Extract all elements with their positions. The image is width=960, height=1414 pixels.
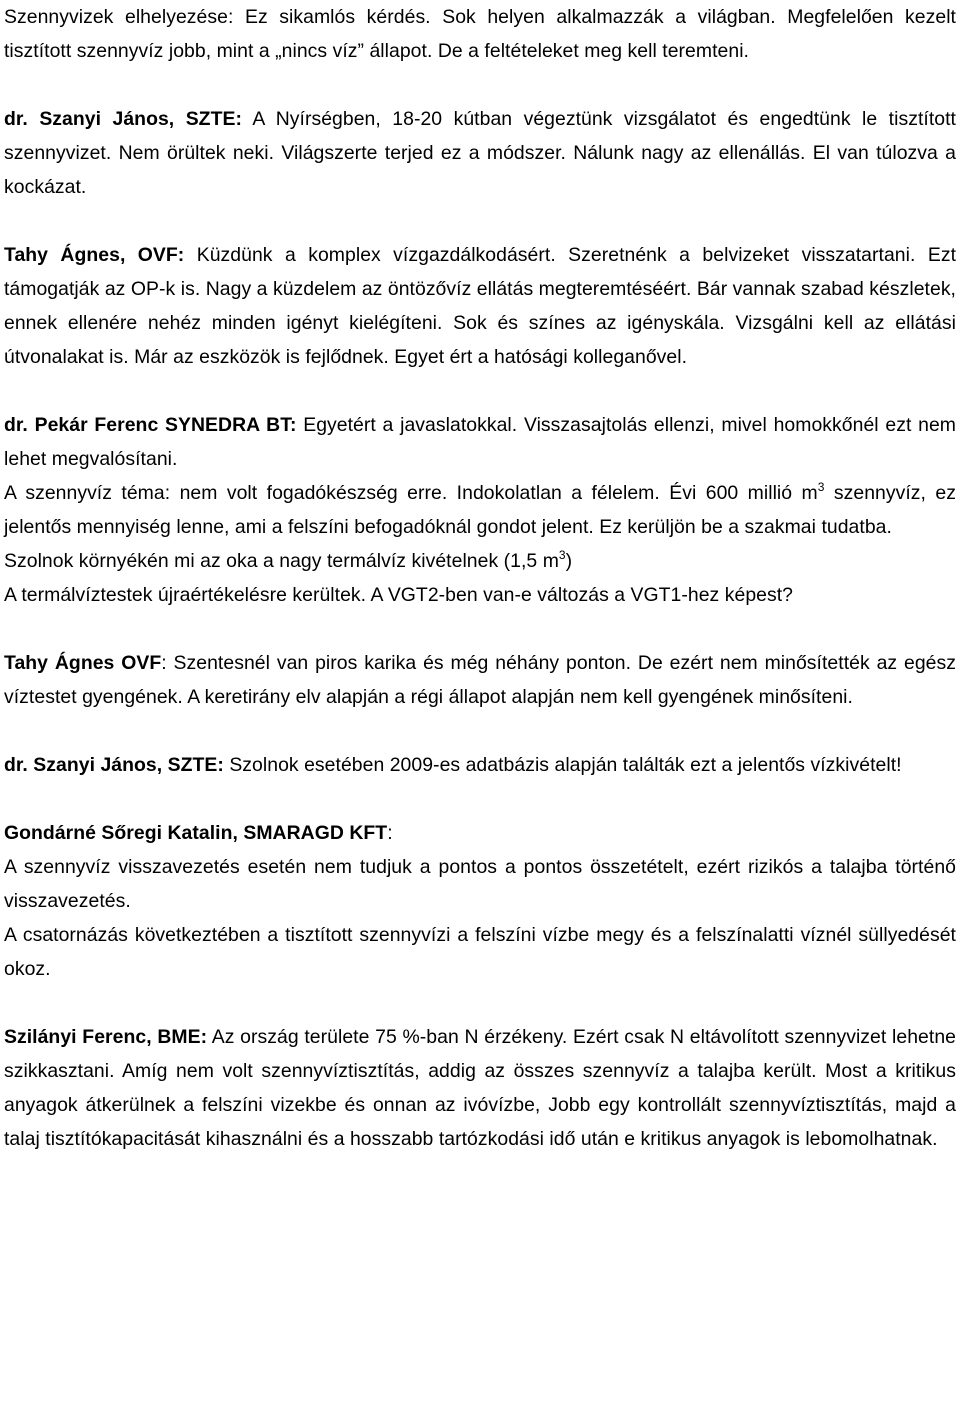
speaker-name: Tahy Ágnes, OVF: (4, 244, 185, 266)
paragraph-szilanyi (4, 1020, 956, 1156)
paragraph-text: A szennyvíz téma: nem volt fogadókészség erre. Indokolatlan a félelem. Évi 600 millió m (4, 482, 818, 504)
paragraph-text: ) (565, 550, 573, 572)
paragraph-text: A szennyvíz visszavezetés esetén nem tudjuk a pontos a pontos összetételt, ezért rizikós a talajba történő visszavezetés. (4, 856, 956, 912)
paragraph-pekar-line2 (4, 476, 956, 544)
paragraph-text: : Szentesnél van piros karika és még néhány ponton. De ezért nem minősítették az egész víztestet gyengének. A keretirány elv alapján a régi állapot alapján nem kell gyengének minősíteni. (4, 652, 956, 708)
paragraph-gondarne (4, 816, 956, 850)
paragraph-text: Szolnok esetében 2009-es adatbázis alapján találták ezt a jelentős vízkivételt! (223, 754, 902, 776)
paragraph-pekar-line4 (4, 578, 956, 612)
paragraph-szanyi-1 (4, 102, 956, 204)
paragraph-text: Küzdünk a komplex vízgazdálkodásért. Szeretnénk a belvizeket visszatartani. Ezt támogatják az OP-k is. Nagy a küzdelem az öntözővíz ellátás megteremtéséért. Bár vannak szabad készletek, ennek ellenére nehéz minden igényt kielégíteni. Sok és színes az igényskála. Vizsgálni kell az ellátási útvonalakat is. Már az eszközök is fejlődnek. Egyet ért a hatósági kolleganővel. (4, 244, 957, 368)
paragraph-gap (4, 782, 956, 816)
speaker-name: dr. Szanyi János, SZTE: (4, 108, 242, 130)
speaker-name: Tahy Ágnes OVF (4, 652, 162, 674)
paragraph-gap (4, 714, 956, 748)
paragraph-text: Szennyvizek elhelyezése: Ez sikamlós kérdés. Sok helyen alkalmazzák a világban. Megfelelően kezelt tisztított szennyvíz jobb, mint a „nincs víz” állapot. De a feltételeket meg kell teremteni. (4, 6, 956, 62)
paragraph-gap (4, 986, 956, 1020)
paragraph-tahy-1 (4, 238, 956, 374)
paragraph-text: A csatornázás következtében a tisztított szennyvízi a felszíni vízbe megy és a felszínalatti víznél süllyedését okoz. (4, 924, 956, 980)
paragraph-text: Egyetért a javaslatokkal. Visszasajtolás ellenzi, mivel homokkőnél ezt nem lehet megvalósítani. (4, 414, 956, 470)
speaker-name: Szilányi Ferenc, BME: (4, 1026, 208, 1048)
paragraph-gap (4, 374, 956, 408)
paragraph-text: Az ország területe 75 %-ban N érzékeny. Ezért csak N eltávolított szennyvizet lehetne szikkasztani. Amíg nem volt szennyvíztisztítás, addig az összes szennyvíz a talajba került. Most a kritikus anyagok átkerülnek a felszíni vizekbe és onnan az ivóvízbe, Jobb egy kontrollált szennyvíztisztítás, majd a talaj tisztítókapacitását kihasználni és a hosszabb tartózkodási idő után e kritikus anyagok is lebomolhatnak. (4, 1026, 956, 1150)
paragraph-gap (4, 68, 956, 102)
paragraph-text: A termálvíztestek újraértékelésre kerültek. A VGT2-ben van-e változás a VGT1-hez képest? (4, 584, 794, 606)
superscript: 3 (558, 547, 566, 562)
paragraph-pekar (4, 408, 956, 476)
paragraph-szanyi-2 (4, 748, 956, 782)
paragraph-text: A Nyírségben, 18-20 kútban végeztünk vizsgálatot és engedtünk le tisztított szennyvizet. Nem örültek neki. Világszerte terjed ez a módszer. Nálunk nagy az ellenállás. El van túlozva a kockázat. (4, 108, 956, 198)
paragraph-gondarne-line3 (4, 918, 956, 986)
paragraph-gondarne-line2 (4, 850, 956, 918)
paragraph-szennyvizek (4, 0, 956, 68)
paragraph-gap (4, 612, 956, 646)
paragraph-text: : (387, 822, 393, 844)
speaker-name: dr. Pekár Ferenc SYNEDRA BT: (4, 414, 297, 436)
superscript: 3 (817, 479, 825, 494)
speaker-name: Gondárné Sőregi Katalin, SMARAGD KFT (4, 822, 388, 844)
speaker-name: dr. Szanyi János, SZTE: (4, 754, 224, 776)
paragraph-tahy-2 (4, 646, 956, 714)
paragraph-text: Szolnok környékén mi az oka a nagy termálvíz kivételnek (1,5 m (4, 550, 559, 572)
paragraph-pekar-line3 (4, 544, 956, 578)
paragraph-text: szennyvíz, ez jelentős mennyiség lenne, ami a felszíni befogadóknál gondot jelent. Ez kerüljön be a szakmai tudatba. (4, 482, 956, 538)
paragraph-gap (4, 204, 956, 238)
